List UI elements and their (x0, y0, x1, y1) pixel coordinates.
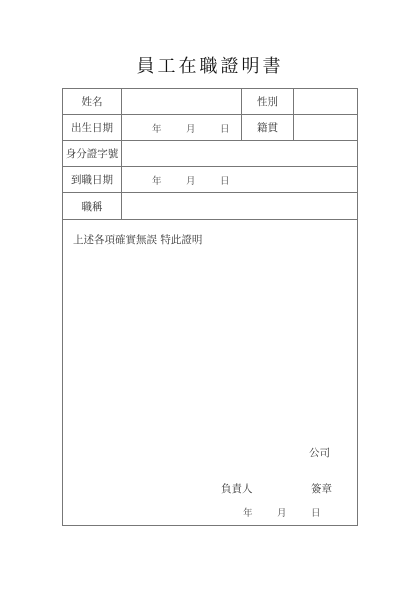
hire-month-unit: 月 (186, 175, 196, 187)
sign-year-unit: 年 (243, 508, 253, 519)
birth-day-unit: 日 (220, 123, 230, 135)
birth-date-label: 出生日期 (71, 122, 113, 134)
row-id-number (63, 141, 357, 167)
id-number-label: 身分證字號 (65, 148, 119, 160)
row-hire-date (63, 167, 357, 193)
birth-year-unit: 年 (152, 123, 162, 135)
native-place-field[interactable] (293, 115, 357, 140)
certificate-form (62, 88, 358, 526)
native-place-label: 籍貫 (241, 115, 293, 140)
birth-month-unit: 月 (186, 123, 196, 135)
position-field[interactable] (121, 193, 357, 219)
hire-date-label: 到職日期 (71, 174, 113, 186)
hire-year-unit: 年 (152, 175, 162, 187)
hire-day-unit: 日 (220, 175, 230, 187)
id-number-field[interactable] (121, 141, 357, 166)
sign-month-unit: 月 (277, 508, 287, 519)
responsible-person-label: 負責人 (221, 483, 253, 495)
sign-day-unit: 日 (311, 508, 321, 519)
company-label: 公司 (309, 447, 330, 459)
seal-label: 簽章 (311, 483, 332, 495)
gender-label: 性別 (241, 89, 293, 114)
row-name-gender (63, 89, 357, 115)
document-title: 員工在職證明書 (136, 56, 284, 77)
row-birth-native (63, 115, 357, 141)
row-position (63, 193, 357, 220)
gender-field[interactable] (293, 89, 357, 114)
name-label: 姓名 (81, 96, 103, 108)
certification-statement: 上述各項確實無誤 特此證明 (73, 234, 203, 246)
birth-date-field[interactable] (121, 115, 241, 140)
name-field[interactable] (121, 89, 241, 114)
position-label: 職稱 (81, 200, 103, 213)
hire-date-field[interactable] (121, 167, 357, 192)
